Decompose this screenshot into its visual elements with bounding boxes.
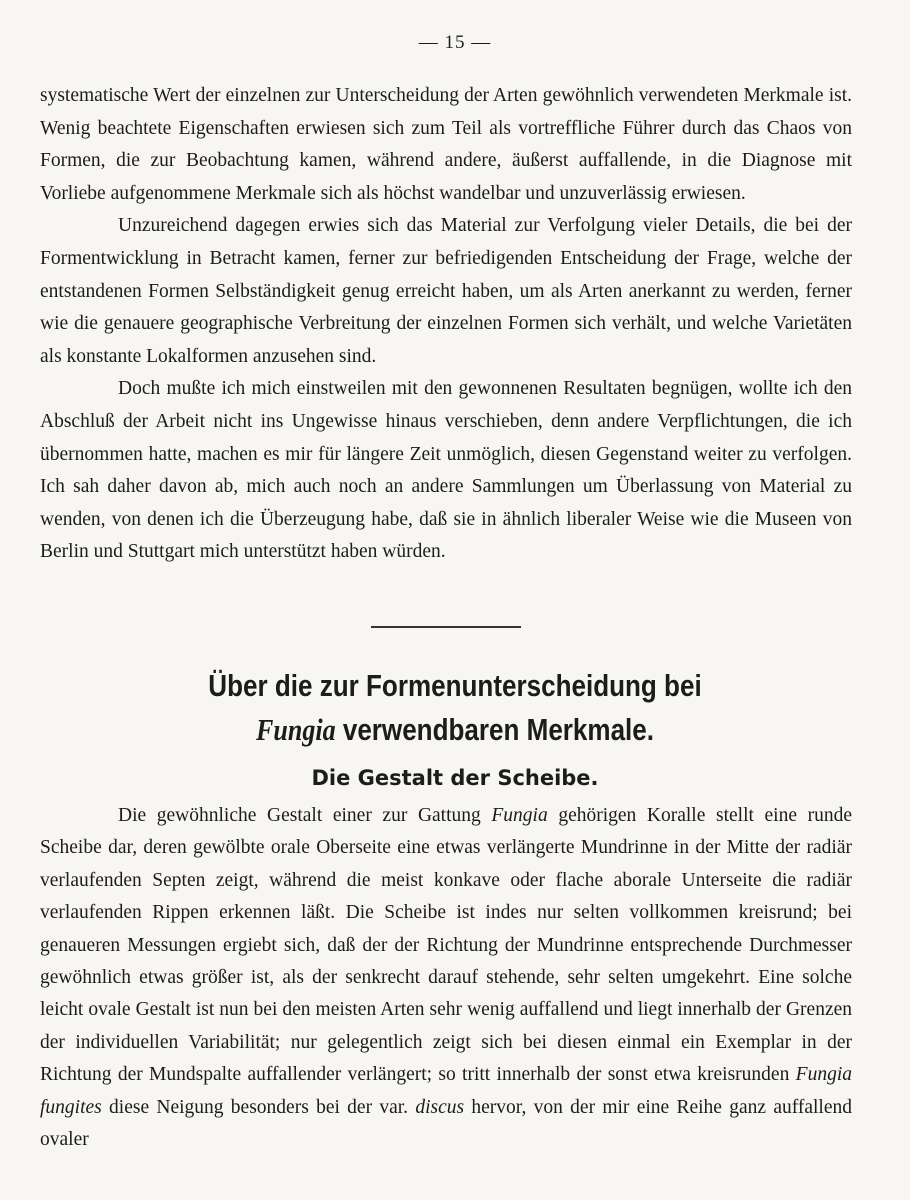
paragraph: Unzureichend dagegen erwies sich das Material zur Verfolgung vieler Details, die bei der Formentwicklung in Betracht kamen, ferner zur befriedigenden Entscheidung der Frage, welche der entstandenen Formen Selbständigkeit genug erreicht haben, um als Arten anerkannt zu werden, ferner wie die genauere geographische Verbreitung der einzelnen Formen sich verhält, und welche Varietäten als konstante Lokalformen anzusehen sind. bbox=[40, 215, 852, 367]
text-run: gehörigen Koralle stellt eine runde Scheibe dar, deren gewölbte orale Oberseite eine etwas verlängerte Mundrinne in der Mitte der radiär verlaufenden Septen zeigt, während die meist konkave oder flache aborale Unterseite die radiär verlaufenden Rippen erkennen läßt. Die Scheibe ist indes nur selten vollkommen kreisrund; bei genaueren Messungen ergiebt sich, daß der der Richtung der Mundrinne entsprechende Durchmesser gewöhnlich etwas größer ist, als der senkrecht darauf stehende, sehr selten umgekehrt. Eine solche leicht ovale Gestalt ist nun bei den meisten Arten sehr wenig auffallend und liegt innerhalb der Grenzen der individuellen Variabilität; nur gelegentlich zeigt sich bei diesen einmal ein Exemplar in der Richtung der Mundspalte auffallender verlängert; so tritt innerhalb der sonst etwa kreisrunden bbox=[40, 805, 852, 1086]
intro-text-block bbox=[40, 80, 852, 569]
text-run: diese Neigung besonders bei der var. bbox=[101, 1096, 416, 1118]
page-number: — 15 — bbox=[418, 32, 492, 53]
paragraph bbox=[40, 800, 852, 1156]
section-divider bbox=[371, 626, 521, 628]
paragraph: Doch mußte ich mich einstweilen mit den gewonnenen Resultaten begnügen, wollte ich den Abschluß der Arbeit nicht ins Ungewisse hinaus verschieben, denn andere Verpflichtungen, die ich übernommen hatte, machen es mir für längere Zeit unmöglich, diesen Gegenstand weiter zu verfolgen. Ich sah daher davon ab, mich auch noch an andere Sammlungen um Überlassung von Material zu wenden, von denen ich die Überzeugung habe, daß sie in ähnlich liberaler Weise wie die Museen von Berlin und Stuttgart mich unterstützt haben würden. bbox=[40, 378, 852, 563]
section-title-genus: Fungia bbox=[255, 712, 336, 747]
body-text-block bbox=[40, 800, 852, 1156]
taxon-name: discus bbox=[415, 1096, 465, 1118]
section-title-line2 bbox=[73, 708, 837, 752]
section-title-line1: Über die zur Formenunterscheidung bei bbox=[208, 668, 702, 703]
taxon-name: Fungia bbox=[491, 805, 548, 826]
text-run: Die gewöhnliche Gestalt einer zur Gattung bbox=[118, 805, 492, 826]
text-run: hervor, von der mir eine Reihe ganz auffallend ovaler bbox=[40, 1096, 853, 1151]
section-title-rest: verwendbaren Merkmale. bbox=[335, 712, 655, 747]
paragraph-continued: systematische Wert der einzelnen zur Unterscheidung der Arten gewöhnlich verwendeten Merkmale ist. Wenig beachtete Eigenschaften erwiesen sich zum Teil als vortreffliche Führer durch das Chaos von Formen, die zur Beobachtung kamen, während andere, äußerst auffallende, in die Diagnose mit Vorliebe aufgenommene Merkmale sich als höchst wandelbar und unzuverlässig erwiesen. bbox=[40, 85, 852, 204]
taxon-name: Fungia fungites bbox=[40, 1064, 852, 1118]
section-title bbox=[73, 664, 837, 752]
subsection-title: Die Gestalt der Scheibe. bbox=[311, 766, 599, 790]
